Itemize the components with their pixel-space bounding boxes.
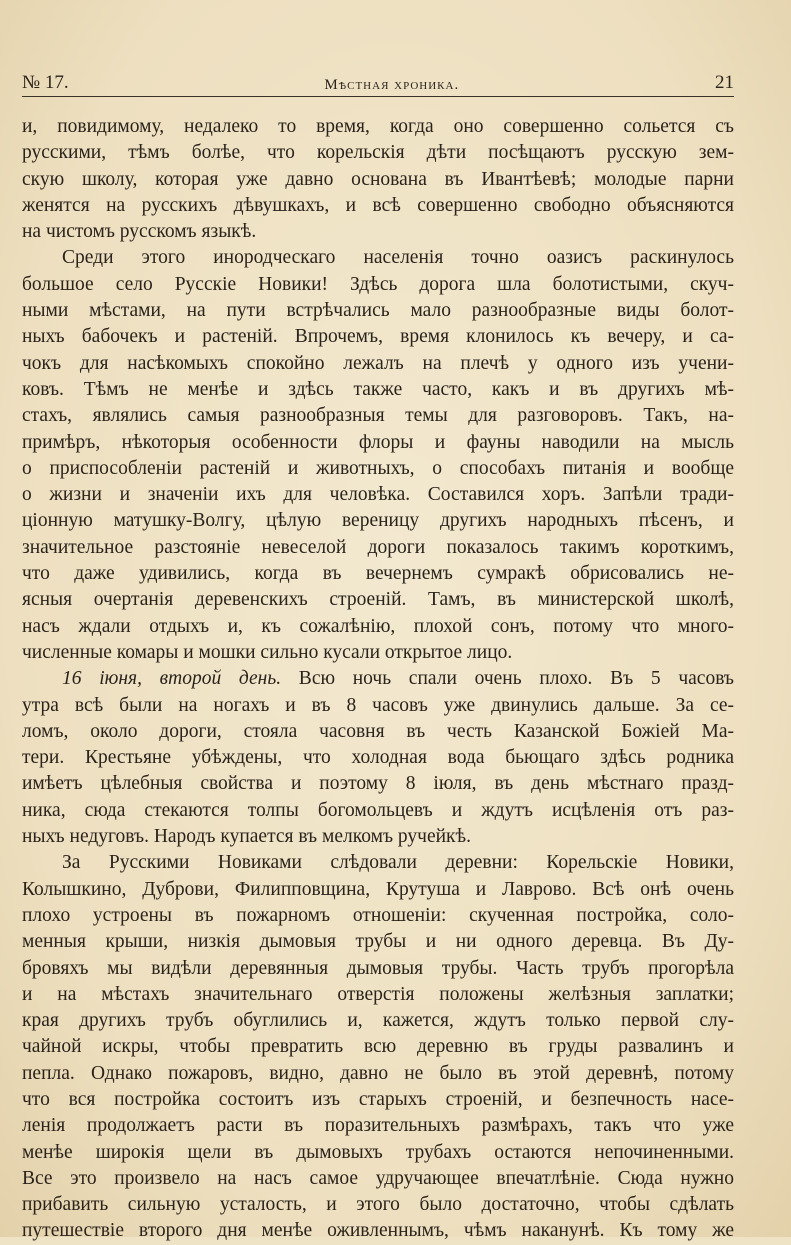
text-line: [22, 298, 734, 324]
text-line: [22, 482, 734, 508]
text-line-content: менѣе широкія щели въ дымовыхъ трубахъ остаются непочиненными.: [22, 1141, 734, 1163]
text-line: [22, 982, 734, 1008]
text-line-content: ника, сюда стекаются толпы богомольцевъ и ждутъ исцѣленія отъ раз-: [22, 799, 734, 821]
text-line: [22, 850, 734, 876]
text-line: [22, 719, 734, 745]
text-line-content: женятся на русскихъ дѣвушкахъ, и всѣ совершенно свободно объясняются: [22, 194, 734, 216]
text-line-content: русскими, тѣмъ болѣе, что корельскія дѣти посѣщаютъ русскую зем-: [22, 142, 734, 164]
text-line: [22, 508, 734, 534]
text-line-content: большое село Русскіе Новики! Здѣсь дорога шла болотистыми, скуч-: [22, 273, 734, 295]
text-line-content: Всю ночь спали очень плохо. Въ 5 часовъ: [281, 668, 734, 690]
text-line: [22, 430, 734, 456]
text-line-content: ленія продолжаетъ расти въ поразительныхъ размѣрахъ, такъ что уже: [22, 1115, 734, 1137]
text-line-content: ными мѣстами, на пути встрѣчались мало разнообразные виды болот-: [22, 300, 734, 322]
text-line: [22, 1008, 734, 1034]
text-line-content: края другихъ трубъ обуглились и, кажется, ждутъ только первой слу-: [22, 1010, 734, 1032]
running-header: [22, 66, 734, 94]
text-line: [22, 1087, 734, 1113]
text-line: [22, 745, 734, 771]
text-line-content: тери. Крестьяне убѣждены, что холодная вода бьющаго здѣсь родника: [22, 747, 734, 769]
text-line: [22, 219, 734, 245]
text-line-content: имѣетъ цѣлебныя свойства и поэтому 8 іюля, въ день мѣстнаго празд-: [22, 773, 734, 795]
text-line: [22, 929, 734, 955]
body-text: [22, 114, 734, 1245]
section-title: Мѣстная хроника.: [324, 77, 460, 93]
text-line: [22, 1192, 734, 1218]
text-line: [22, 114, 734, 140]
text-line-content: чайной искры, чтобы превратить всю деревню въ груды развалинъ и: [22, 1036, 734, 1058]
text-line: [22, 956, 734, 982]
text-line-content: менныя крыши, низкія дымовыя трубы и ни одного деревца. Въ Ду-: [22, 931, 734, 953]
text-line-content: скую школу, которая уже давно основана въ Ивантѣевѣ; молодые парни: [22, 168, 734, 190]
text-line: [22, 535, 734, 561]
text-line-content: чокъ для насѣкомыхъ спокойно лежалъ на плечѣ у одного изъ учени-: [22, 352, 734, 374]
text-line-content: ломъ, около дороги, стояла часовня въ честь Казанской Божіей Ма-: [22, 720, 734, 742]
text-line-content: ныхъ недуговъ. Народъ купается въ мелкомъ ручейкѣ.: [22, 826, 471, 848]
text-line: [22, 771, 734, 797]
text-line-content: значительное разстояніе невеселой дороги показалось такимъ короткимъ,: [22, 536, 734, 558]
text-line: [22, 272, 734, 298]
text-line-content: пепла. Однако пожаровъ, видно, давно не было въ этой деревнѣ, потому: [22, 1062, 734, 1084]
text-line-content: примѣръ, нѣкоторыя особенности флоры и фауны наводили на мысль: [22, 431, 734, 453]
text-line: [22, 1218, 734, 1244]
text-line: [22, 1061, 734, 1087]
text-line-content: и на мѣстахъ значительнаго отверстія положены желѣзныя заплатки;: [22, 983, 734, 1005]
text-line-content: ковъ. Тѣмъ не менѣе и здѣсь также часто, какъ и въ другихъ мѣ-: [22, 378, 734, 400]
text-line-content: стахъ, являлись самыя разнообразныя темы для разговоровъ. Такъ, на-: [22, 405, 734, 427]
text-line-content: о жизни и значеніи ихъ для человѣка. Составился хоръ. Запѣли тради-: [22, 484, 734, 506]
text-line: [22, 1113, 734, 1139]
text-line: [22, 193, 734, 219]
text-line: [22, 824, 734, 850]
text-line-content: Колышкино, Дуброви, Филипповщина, Крутуша и Лаврово. Всѣ онѣ очень: [22, 878, 734, 900]
text-line-content: численные комары и мошки сильно кусали открытое лицо.: [22, 641, 513, 663]
text-line: [22, 1034, 734, 1060]
text-line: [22, 377, 734, 403]
text-line-content: плохо устроены въ пожарномъ отношеніи: скученная постройка, соло-: [22, 904, 734, 926]
text-line-content: о приспособленіи растеній и животныхъ, о способахъ питанія и вообще: [22, 457, 734, 479]
text-line-content: Все это произвело на насъ самое удручающее впечатлѣніе. Сюда нужно: [22, 1167, 734, 1189]
text-line: [22, 903, 734, 929]
text-line: [22, 403, 734, 429]
text-line-content: прибавить сильную усталость, и этого было достаточно, чтобы сдѣлать: [22, 1194, 734, 1216]
text-line: [22, 324, 734, 350]
text-line: [22, 587, 734, 613]
text-line: [22, 167, 734, 193]
text-line-content: на чистомъ русскомъ языкѣ.: [22, 221, 257, 243]
text-line-content: и, повидимому, недалеко то время, когда оно совершенно сольется съ: [22, 116, 734, 137]
text-line: [22, 798, 734, 824]
date-heading: 16 іюня, второй день.: [62, 668, 282, 690]
text-line: [22, 140, 734, 166]
page-number: 21: [714, 72, 734, 93]
text-line: [22, 1166, 734, 1192]
text-line-content: ясныя очертанія деревенскихъ строеній. Тамъ, въ министерской школѣ,: [22, 589, 734, 611]
text-line-content: насъ ждали отдыхъ и, къ сожалѣнію, плохой сонъ, потому что много-: [22, 615, 734, 637]
text-line: [22, 640, 734, 666]
text-line-content: что вся постройка состоитъ изъ старыхъ строеній, и безпечность насе-: [22, 1088, 734, 1110]
text-line: [22, 561, 734, 587]
text-line-content: утра всѣ были на ногахъ и въ 8 часовъ уже двинулись дальше. За се-: [22, 694, 734, 716]
text-line-content: бровяхъ мы видѣли деревянныя дымовыя трубы. Часть трубъ прогорѣла: [22, 957, 734, 979]
text-line: [22, 1140, 734, 1166]
text-line: [22, 614, 734, 640]
text-line-content: ныхъ бабочекъ и растеній. Впрочемъ, время клонилось къ вечеру, и са-: [22, 326, 734, 348]
text-line: [22, 245, 734, 271]
text-line: [22, 351, 734, 377]
text-line-content: что даже удивились, когда въ вечернемъ сумракѣ обрисовались не-: [22, 563, 734, 585]
text-line: [22, 456, 734, 482]
text-line-content: путешествіе второго дня менѣе оживленнымъ, чѣмъ наканунѣ. Къ тому же: [22, 1220, 734, 1242]
text-line-content: За Русскими Новиками слѣдовали деревни: Корельскіе Новики,: [62, 852, 734, 874]
text-line-content: Среди этого инородческаго населенія точно оазисъ раскинулось: [62, 247, 734, 269]
text-line-content: ціонную матушку-Волгу, цѣлую вереницу другихъ народныхъ пѣсенъ, и: [22, 510, 734, 532]
header-rule: [22, 96, 734, 97]
text-line: [22, 666, 734, 692]
text-line: [22, 693, 734, 719]
text-line: [22, 877, 734, 903]
issue-number: № 17.: [22, 72, 69, 93]
